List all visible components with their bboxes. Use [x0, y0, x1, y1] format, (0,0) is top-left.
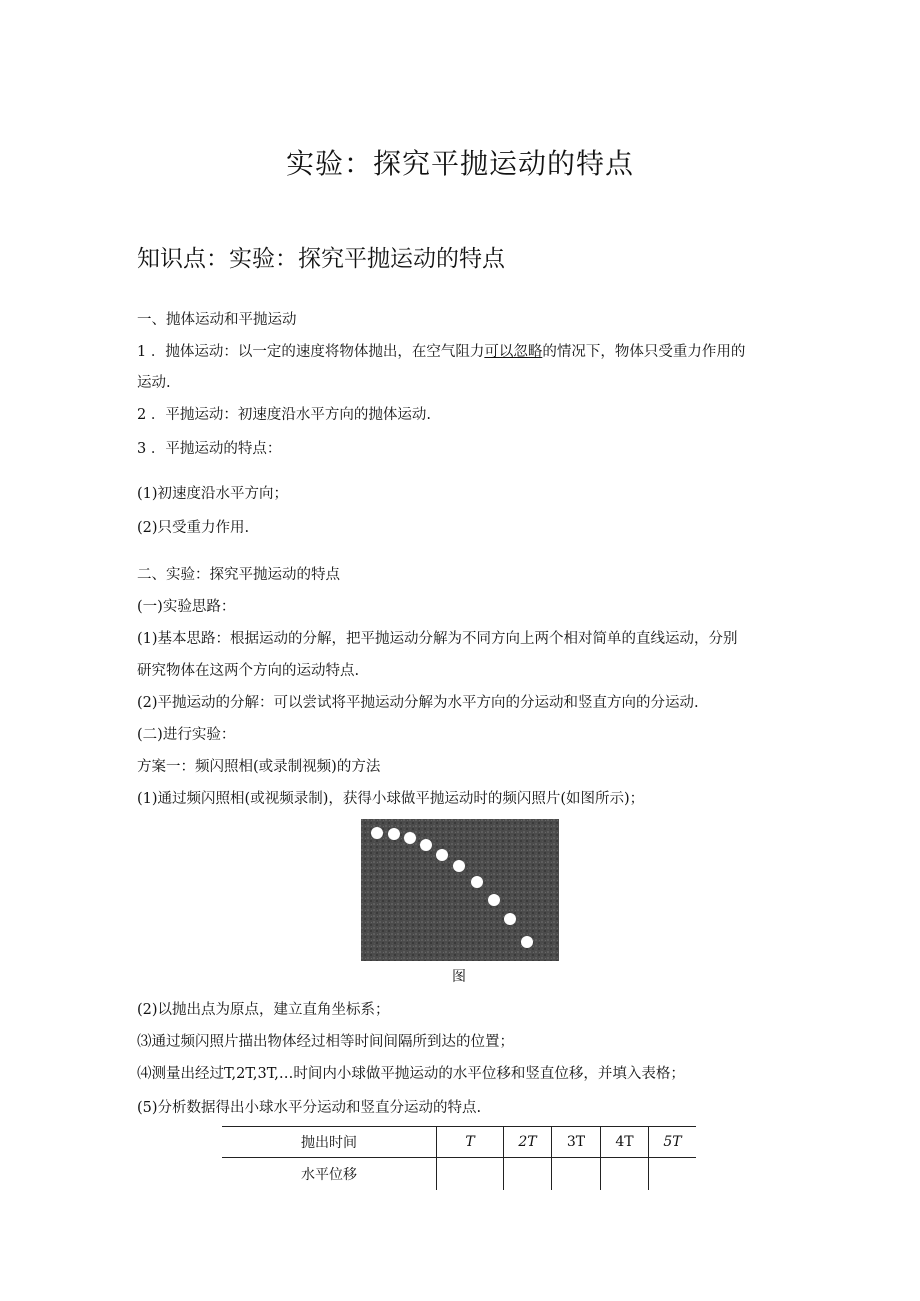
item1-underlined: 可以忽略 — [484, 344, 543, 360]
empty-cell — [504, 1158, 552, 1191]
idea1-line1: (1)基本思路：根据运动的分解，把平抛运动分解为不同方向上两个相对简单的直线运动，分别 — [137, 631, 738, 647]
time-cell: 3T — [552, 1127, 601, 1158]
row-label-horizontal: 水平位移 — [301, 1167, 357, 1183]
time-cell: 2T — [504, 1127, 552, 1158]
ball-10 — [521, 936, 533, 948]
ball-5 — [436, 849, 448, 861]
section-heading: 知识点：实验：探究平抛运动的特点 — [137, 246, 505, 272]
do-heading: (二)进行实验： — [137, 727, 236, 743]
item1-text-b: 的情况下，物体只受重力作用的 — [542, 344, 746, 360]
step2: (2)以抛出点为原点，建立直角坐标系； — [137, 1002, 390, 1018]
table-row — [222, 1127, 696, 1158]
part2-heading: 二、实验：探究平抛运动的特点 — [137, 567, 340, 583]
ball-9 — [504, 913, 516, 925]
part1-heading: 一、抛体运动和平抛运动 — [137, 312, 297, 328]
empty-cell — [437, 1158, 504, 1191]
item3: 3 ．平抛运动的特点： — [137, 441, 282, 457]
ball-3 — [404, 832, 416, 844]
idea-heading: (一)实验思路： — [137, 599, 236, 615]
idea2: (2)平抛运动的分解：可以尝试将平抛运动分解为水平方向的分运动和竖直方向的分运动. — [137, 695, 699, 711]
ball-1 — [371, 827, 383, 839]
page-title: 实验：探究平抛运动的特点 — [285, 147, 634, 180]
ball-6 — [453, 860, 465, 872]
row-label-time: 抛出时间 — [222, 1127, 437, 1158]
step5: (5)分析数据得出小球水平分运动和竖直分运动的特点. — [137, 1100, 482, 1116]
ball-7 — [471, 876, 483, 888]
item2: 2 ．平抛运动：初速度沿水平方向的抛体运动. — [137, 407, 431, 423]
data-table — [222, 1126, 696, 1190]
strobe-photo-svg — [361, 819, 559, 961]
idea1-line2: 研究物体在这两个方向的运动特点. — [137, 663, 360, 679]
time-cell: 4T — [601, 1127, 649, 1158]
ball-4 — [420, 839, 432, 851]
empty-cell — [601, 1158, 649, 1191]
feature2: (2)只受重力作用. — [137, 520, 250, 536]
table-row — [222, 1158, 696, 1191]
strobe-photo — [361, 819, 559, 961]
time-cell: T — [437, 1127, 504, 1158]
plan1: 方案一：频闪照相(或录制视频)的方法 — [137, 759, 381, 775]
item1-text-a: 1 ．抛体运动：以一定的速度将物体抛出，在空气阻力 — [137, 344, 485, 360]
feature1: (1)初速度沿水平方向； — [137, 486, 289, 502]
empty-cell — [649, 1158, 697, 1191]
step1: (1)通过频闪照相(或视频录制)，获得小球做平抛运动时的频闪照片(如图所示)； — [137, 791, 645, 807]
item1-line1 — [137, 340, 745, 361]
step4: ⑷测量出经过T,2T,3T,…时间内小球做平抛运动的水平位移和竖直位移，并填入表格； — [137, 1066, 685, 1082]
ball-2 — [388, 828, 400, 840]
empty-cell — [552, 1158, 601, 1191]
ball-8 — [488, 894, 500, 906]
time-cell: 5T — [649, 1127, 697, 1158]
item1-line2: 运动. — [137, 375, 171, 391]
step3: ⑶通过频闪照片描出物体经过相等时间间隔所到达的位置； — [137, 1034, 514, 1050]
figure-caption: 图 — [452, 969, 466, 985]
